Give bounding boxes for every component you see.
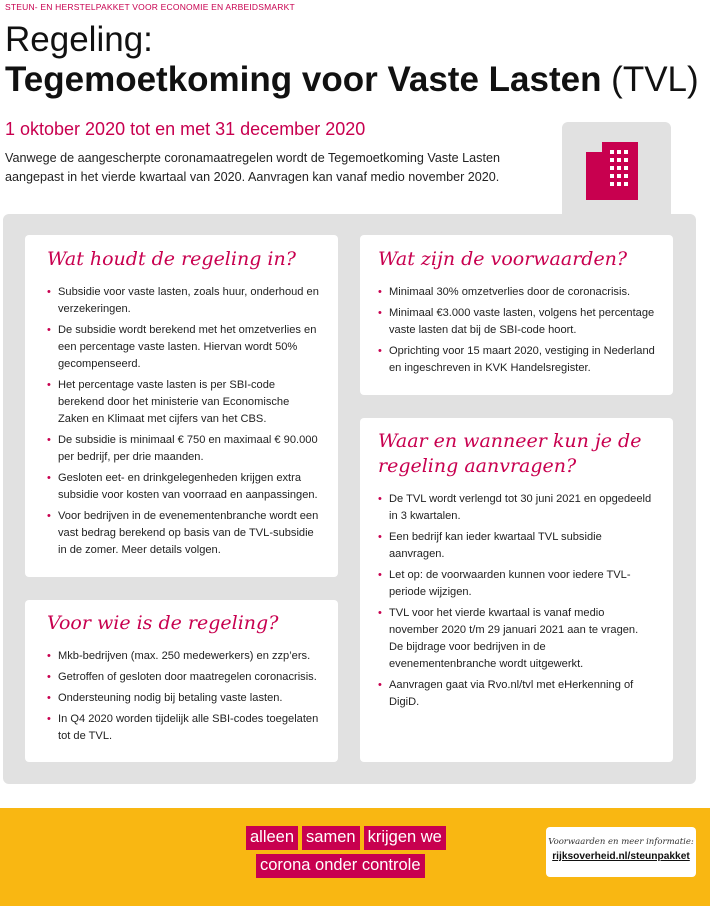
slogan-word: alleen <box>246 826 298 850</box>
card-aanvragen <box>360 418 673 762</box>
card-heading: Waar en wanneer kun je de regeling aanvragen? <box>378 430 642 477</box>
list-item: • In Q4 2020 worden tijdelijk alle SBI-codes toegelaten tot de TVL. <box>47 711 320 745</box>
list-item: • De subsidie wordt berekend met het omzetverlies en een percentage vaste lasten. Hiervan wordt 50% gecompenseerd. <box>47 322 320 373</box>
kicker-text: STEUN- EN HERSTELPAKKET VOOR ECONOMIE EN ARBEIDSMARKT <box>5 2 295 12</box>
period-subtitle: 1 oktober 2020 tot en met 31 december 2020 <box>5 119 366 139</box>
list-item: • Gesloten eet- en drinkgelegenheden krijgen extra subsidie voor kosten van voorraad en aanpassingen. <box>47 470 320 504</box>
card-heading: Wat houdt de regeling in? <box>47 248 296 270</box>
list-item: • Let op: de voorwaarden kunnen voor iedere TVL-periode wijzigen. <box>378 567 655 601</box>
list-item: • Mkb-bedrijven (max. 250 medewerkers) en zzp’ers. <box>47 648 320 665</box>
list-item: • Aanvragen gaat via Rvo.nl/tvl met eHerkenning of DigiD. <box>378 677 655 711</box>
list-item: • Minimaal €3.000 vaste lasten, volgens het percentage vaste lasten dat bij de SBI-code hoort. <box>378 305 655 339</box>
list-item: • De subsidie is minimaal € 750 en maximaal € 90.000 per bedrijf, per drie maanden. <box>47 432 320 466</box>
intro-paragraph: Vanwege de aangescherpte coronamaatregelen wordt de Tegemoetkoming Vaste Lasten aangepast in het vierde kwartaal van 2020. Aanvragen kan vanaf medio november 2020. <box>5 151 500 184</box>
bullet-list <box>378 491 655 711</box>
list-item: • Voor bedrijven in de evenementenbranche wordt een vast bedrag berekend op basis van de TVL-subsidie in de zomer. Meer details volgen. <box>47 508 320 559</box>
building-icon <box>586 142 638 205</box>
list-item: • Een bedrijf kan ieder kwartaal TVL subsidie aanvragen. <box>378 529 655 563</box>
card-heading: Voor wie is de regeling? <box>47 612 279 634</box>
list-item: • De TVL wordt verlengd tot 30 juni 2021 en opgedeeld in 3 kwartalen. <box>378 491 655 525</box>
slogan-word: krijgen we <box>364 826 446 850</box>
slogan-row <box>246 826 456 850</box>
bullet-list <box>378 284 655 377</box>
info-box <box>546 827 696 877</box>
card-heading: Wat zijn de voorwaarden? <box>378 248 628 270</box>
card-regeling <box>25 235 338 577</box>
slogan-word: corona onder controle <box>256 854 425 878</box>
bullet-list <box>47 284 320 559</box>
slogan <box>246 826 456 882</box>
page-title-prefix: Regeling: <box>5 20 153 59</box>
steunpakket-link[interactable]: rijksoverheid.nl/steunpakket <box>552 851 690 862</box>
list-item: • Ondersteuning nodig bij betaling vaste lasten. <box>47 690 320 707</box>
list-item: • Minimaal 30% omzetverlies door de coronacrisis. <box>378 284 655 301</box>
slogan-word: samen <box>302 826 360 850</box>
list-item: • TVL voor het vierde kwartaal is vanaf medio november 2020 t/m 29 januari 2021 aan te vragen. De bijdrage voor bedrijven in de evenementenbranche wordt uitgewerkt. <box>378 605 655 673</box>
card-voor-wie <box>25 600 338 762</box>
info-caption: Voorwaarden en meer informatie: <box>548 837 694 847</box>
list-item: • Getroffen of gesloten door maatregelen coronacrisis. <box>47 669 320 686</box>
card-voorwaarden <box>360 235 673 395</box>
slogan-row <box>246 854 456 878</box>
list-item: • Oprichting voor 15 maart 2020, vestiging in Nederland en ingeschreven in KVK Handelsregister. <box>378 343 655 377</box>
page-title-suffix: (TVL) <box>601 60 699 99</box>
list-item: • Het percentage vaste lasten is per SBI-code berekend door het ministerie van Economische Zaken en Klimaat met cijfers van het CBS. <box>47 377 320 428</box>
bullet-list <box>47 648 320 745</box>
list-item: • Subsidie voor vaste lasten, zoals huur, onderhoud en verzekeringen. <box>47 284 320 318</box>
page-title <box>5 60 699 100</box>
page-title-main: Tegemoetkoming voor Vaste Lasten <box>5 60 602 99</box>
